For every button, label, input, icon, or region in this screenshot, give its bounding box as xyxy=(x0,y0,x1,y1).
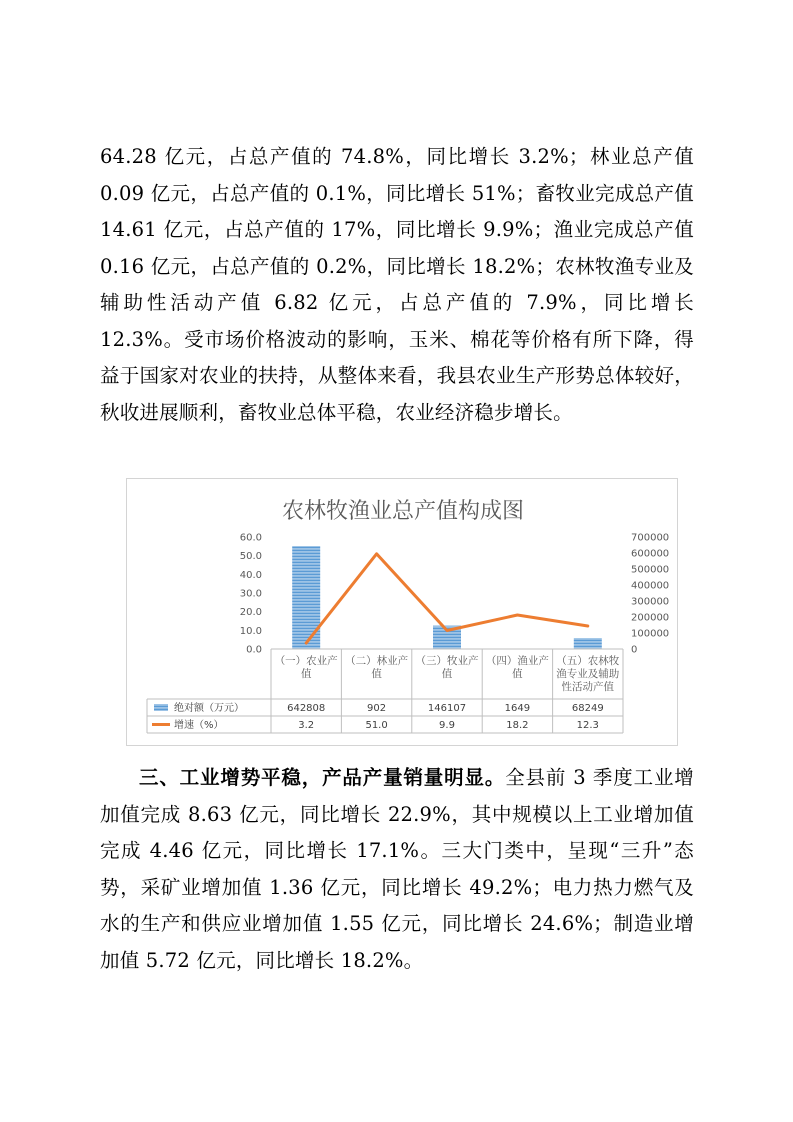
category-label: 值 xyxy=(512,668,523,680)
right-axis-tick-label: 100000 xyxy=(631,628,670,640)
table-cell-absolute: 902 xyxy=(367,703,387,714)
category-label: 值 xyxy=(371,668,382,680)
right-axis-tick-label: 600000 xyxy=(631,548,670,560)
chart-title: 农林牧渔业总产值构成图 xyxy=(281,499,525,524)
bar-absolute-5 xyxy=(574,638,602,649)
left-axis-tick-label: 50.0 xyxy=(239,551,262,563)
growth-rate-line xyxy=(306,554,588,643)
right-axis-tick-label: 300000 xyxy=(631,596,670,608)
right-axis-tick-label: 700000 xyxy=(631,532,670,544)
right-axis-tick-label: 500000 xyxy=(631,564,670,576)
category-label: 值 xyxy=(300,668,312,680)
legend-label-growth: 增速（%） xyxy=(174,720,224,731)
left-axis-tick-label: 20.0 xyxy=(239,607,262,619)
category-label: 性活动产值 xyxy=(561,681,615,693)
category-label: （二）林业产 xyxy=(345,655,409,667)
table-cell-absolute: 642808 xyxy=(287,703,326,714)
table-cell-growth: 18.2 xyxy=(506,720,529,731)
table-cell-growth: 9.9 xyxy=(439,720,455,731)
table-cell-absolute: 1649 xyxy=(504,703,531,714)
left-axis-tick-label: 10.0 xyxy=(239,625,262,637)
left-axis-tick-label: 60.0 xyxy=(239,532,262,544)
table-cell-growth: 51.0 xyxy=(365,720,388,731)
section-body: 全县前 3 季度工业增加值完成 8.63 亿元，同比增长 22.9%，其中规模以上工业增加值完成 4.46 亿元，同比增长 17.1%。三大门类中，呈现“三升”态势，采矿业增加值 1.36 亿元，同比增长 49.2%；电力热力燃气及水的生产和供应业增加值 1.55 亿元，同比增长 24.6%；制造业增加值 5.72 亿元，同比增长 18.2%。 xyxy=(100,766,694,972)
legend-key-bar xyxy=(154,704,168,711)
section-heading: 三、工业增势平稳，产品产量销量明显。 xyxy=(139,766,506,789)
legend-label-absolute: 绝对额（万元） xyxy=(174,703,244,714)
chart-container xyxy=(126,478,678,746)
category-label: （三）牧业产 xyxy=(415,655,479,667)
output-composition-chart xyxy=(127,479,679,747)
category-label: （四）渔业产 xyxy=(485,655,549,667)
category-label: 渔专业及辅助 xyxy=(556,668,620,680)
table-cell-absolute: 146107 xyxy=(427,703,467,714)
left-axis-tick-label: 40.0 xyxy=(239,569,262,581)
right-axis-tick-label: 200000 xyxy=(631,612,670,624)
table-cell-growth: 12.3 xyxy=(576,720,599,731)
table-cell-growth: 3.2 xyxy=(298,720,315,731)
category-label: 值 xyxy=(441,668,453,680)
table-cell-absolute: 68249 xyxy=(571,703,604,714)
paragraph-industry xyxy=(100,760,694,979)
category-label: （五）农林牧 xyxy=(556,655,620,667)
bar-absolute-1 xyxy=(292,546,320,649)
left-axis-tick-label: 30.0 xyxy=(239,588,262,600)
left-axis-tick-label: 0.0 xyxy=(246,644,262,656)
paragraph-agriculture: 64.28 亿元，占总产值的 74.8%，同比增长 3.2%；林业总产值 0.09 亿元，占总产值的 0.1%，同比增长 51%；畜牧业完成总产值 14.61 亿元，占总产值的 17%，同比增长 9.9%；渔业完成总产值 0.16 亿元，占总产值的 0.2%，同比增长 18.2%；农林牧渔专业及辅助性活动产值 6.82 亿元，占总产值的 7.9%，同比增长 12.3%。受市场价格波动的影响，玉米、棉花等价格有所下降，得益于国家对农业的扶持，从整体来看，我县农业生产形势总体较好，秋收进展顺利，畜牧业总体平稳，农业经济稳步增长。 xyxy=(100,145,694,424)
right-axis-tick-label: 400000 xyxy=(631,580,670,592)
right-axis-tick-label: 0 xyxy=(631,644,638,656)
category-label: （一）农业产 xyxy=(274,655,338,667)
